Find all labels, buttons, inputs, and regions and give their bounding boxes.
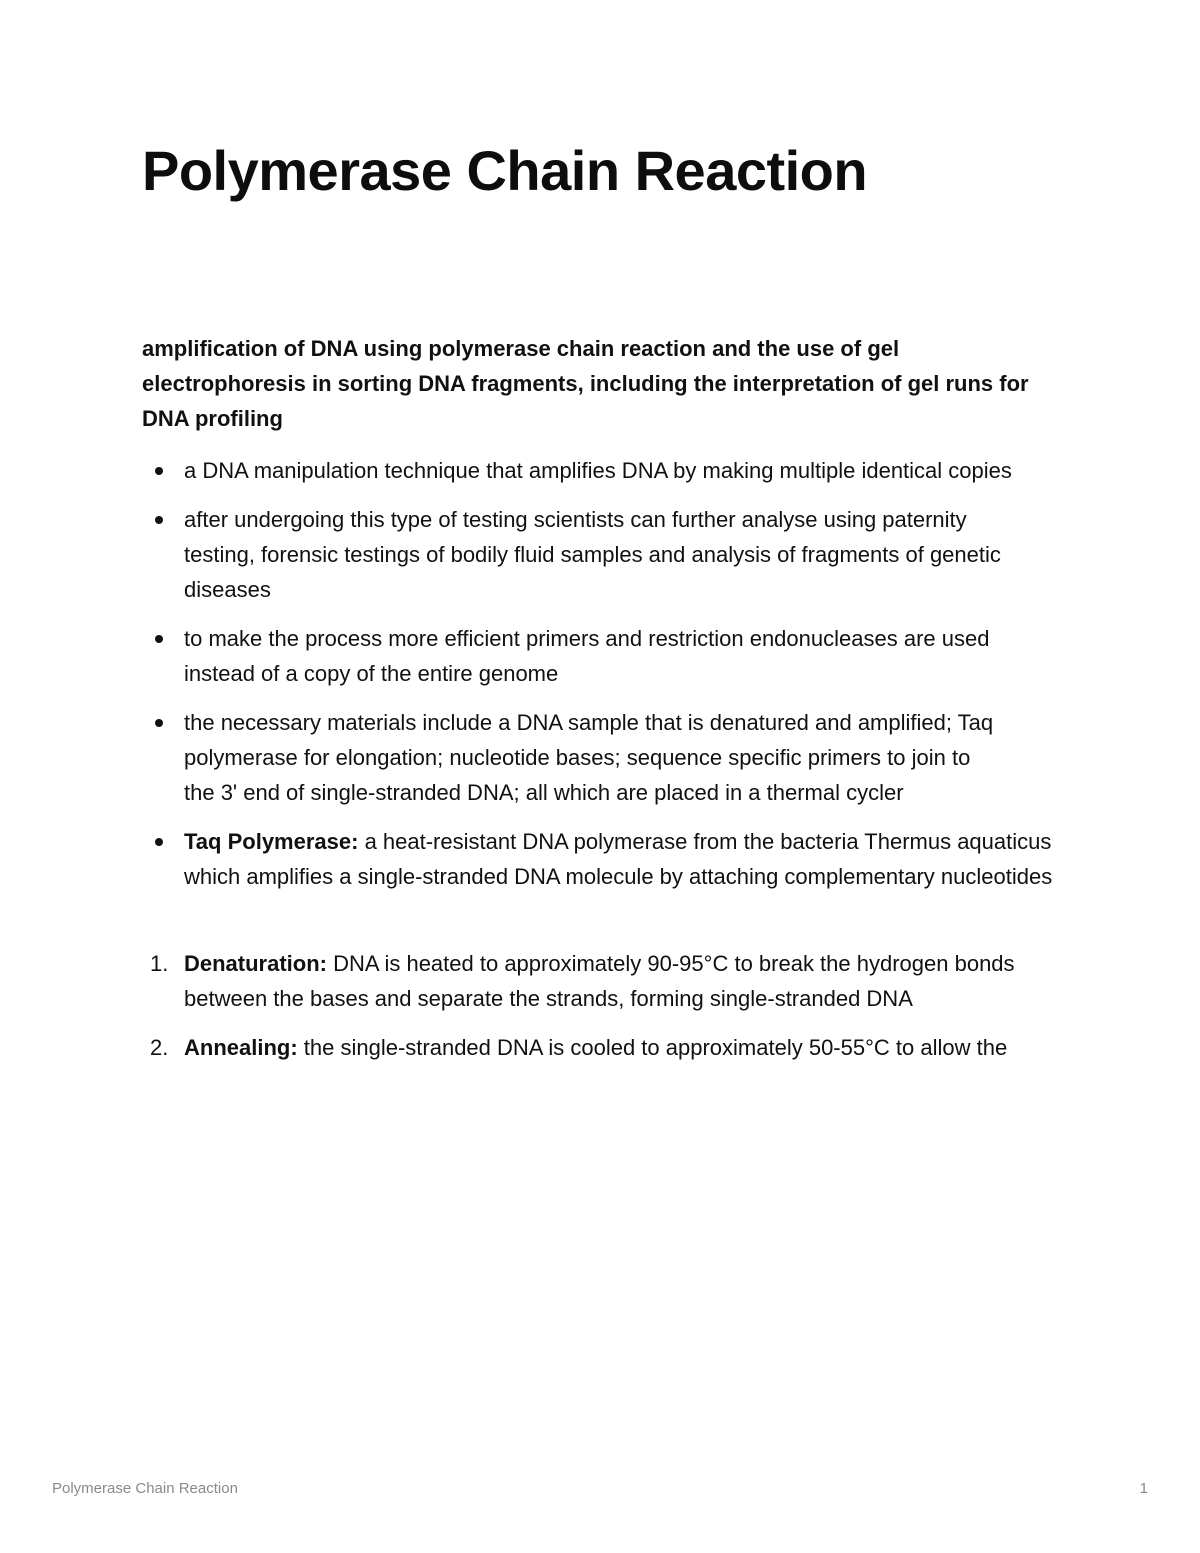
- bullet-icon: [155, 467, 163, 475]
- list-item-text: diseases: [184, 577, 271, 602]
- step-term: Denaturation:: [184, 951, 327, 976]
- list-item: [142, 824, 1062, 894]
- page-number: 1: [1139, 1480, 1148, 1497]
- step-text: the single-stranded DNA is cooled to approximately 50-55°C to allow the: [297, 1035, 1008, 1060]
- list-item: [142, 705, 1062, 810]
- bullet-icon: [155, 838, 163, 846]
- bullet-list: [142, 453, 1062, 894]
- footer-title: Polymerase Chain Reaction: [52, 1480, 238, 1497]
- list-item: [142, 621, 1062, 691]
- list-number: 2.: [150, 1035, 169, 1060]
- list-item-text: a DNA manipulation technique that amplifies DNA by making multiple identical copies: [184, 458, 1012, 483]
- bullet-icon: [155, 516, 163, 524]
- list-item-text: which amplifies a single-stranded DNA molecule by attaching complementary nucleotides: [184, 864, 1053, 889]
- page-title: Polymerase Chain Reaction: [142, 139, 868, 202]
- numbered-list-item: [142, 1030, 1062, 1065]
- list-item-text: polymerase for elongation; nucleotide bases; sequence specific primers to join to: [184, 745, 971, 770]
- list-item-text: to make the process more efficient primers and restriction endonucleases are used instead of a copy of the entire genome: [184, 626, 990, 686]
- list-number: 1.: [150, 951, 169, 976]
- bullet-icon: [155, 635, 163, 643]
- step-term: Annealing:: [184, 1035, 298, 1060]
- list-item-text: the necessary materials include a DNA sample that is denatured and amplified; Taq: [184, 710, 994, 735]
- list-item: [142, 502, 1062, 607]
- section-subheading: amplification of DNA using polymerase chain reaction and the use of gel electrophoresis in sorting DNA fragments, including the interpretation of gel runs for DNA profiling: [142, 336, 1029, 431]
- numbered-list: [142, 946, 1062, 1065]
- term-definition: a heat-resistant DNA polymerase from the bacteria Thermus aquaticus: [358, 829, 1052, 854]
- numbered-list-item: [142, 946, 1062, 1016]
- step-text: DNA is heated to approximately 90-95°C to break the hydrogen bonds between the bases and separate the strands, forming single-stranded DNA: [184, 951, 1015, 1011]
- document-body: [142, 331, 1062, 1079]
- list-item: [142, 453, 1062, 488]
- list-item-text: after undergoing this type of testing scientists can further analyse using paternity: [184, 507, 967, 532]
- list-item-text: the 3' end of single-stranded DNA; all which are placed in a thermal cycler: [184, 780, 904, 805]
- term-label: Taq Polymerase:: [184, 829, 359, 854]
- bullet-icon: [155, 719, 163, 727]
- list-item-text: testing, forensic testings of bodily fluid samples and analysis of fragments of genetic: [184, 542, 1001, 567]
- list-item-text: [184, 824, 1062, 859]
